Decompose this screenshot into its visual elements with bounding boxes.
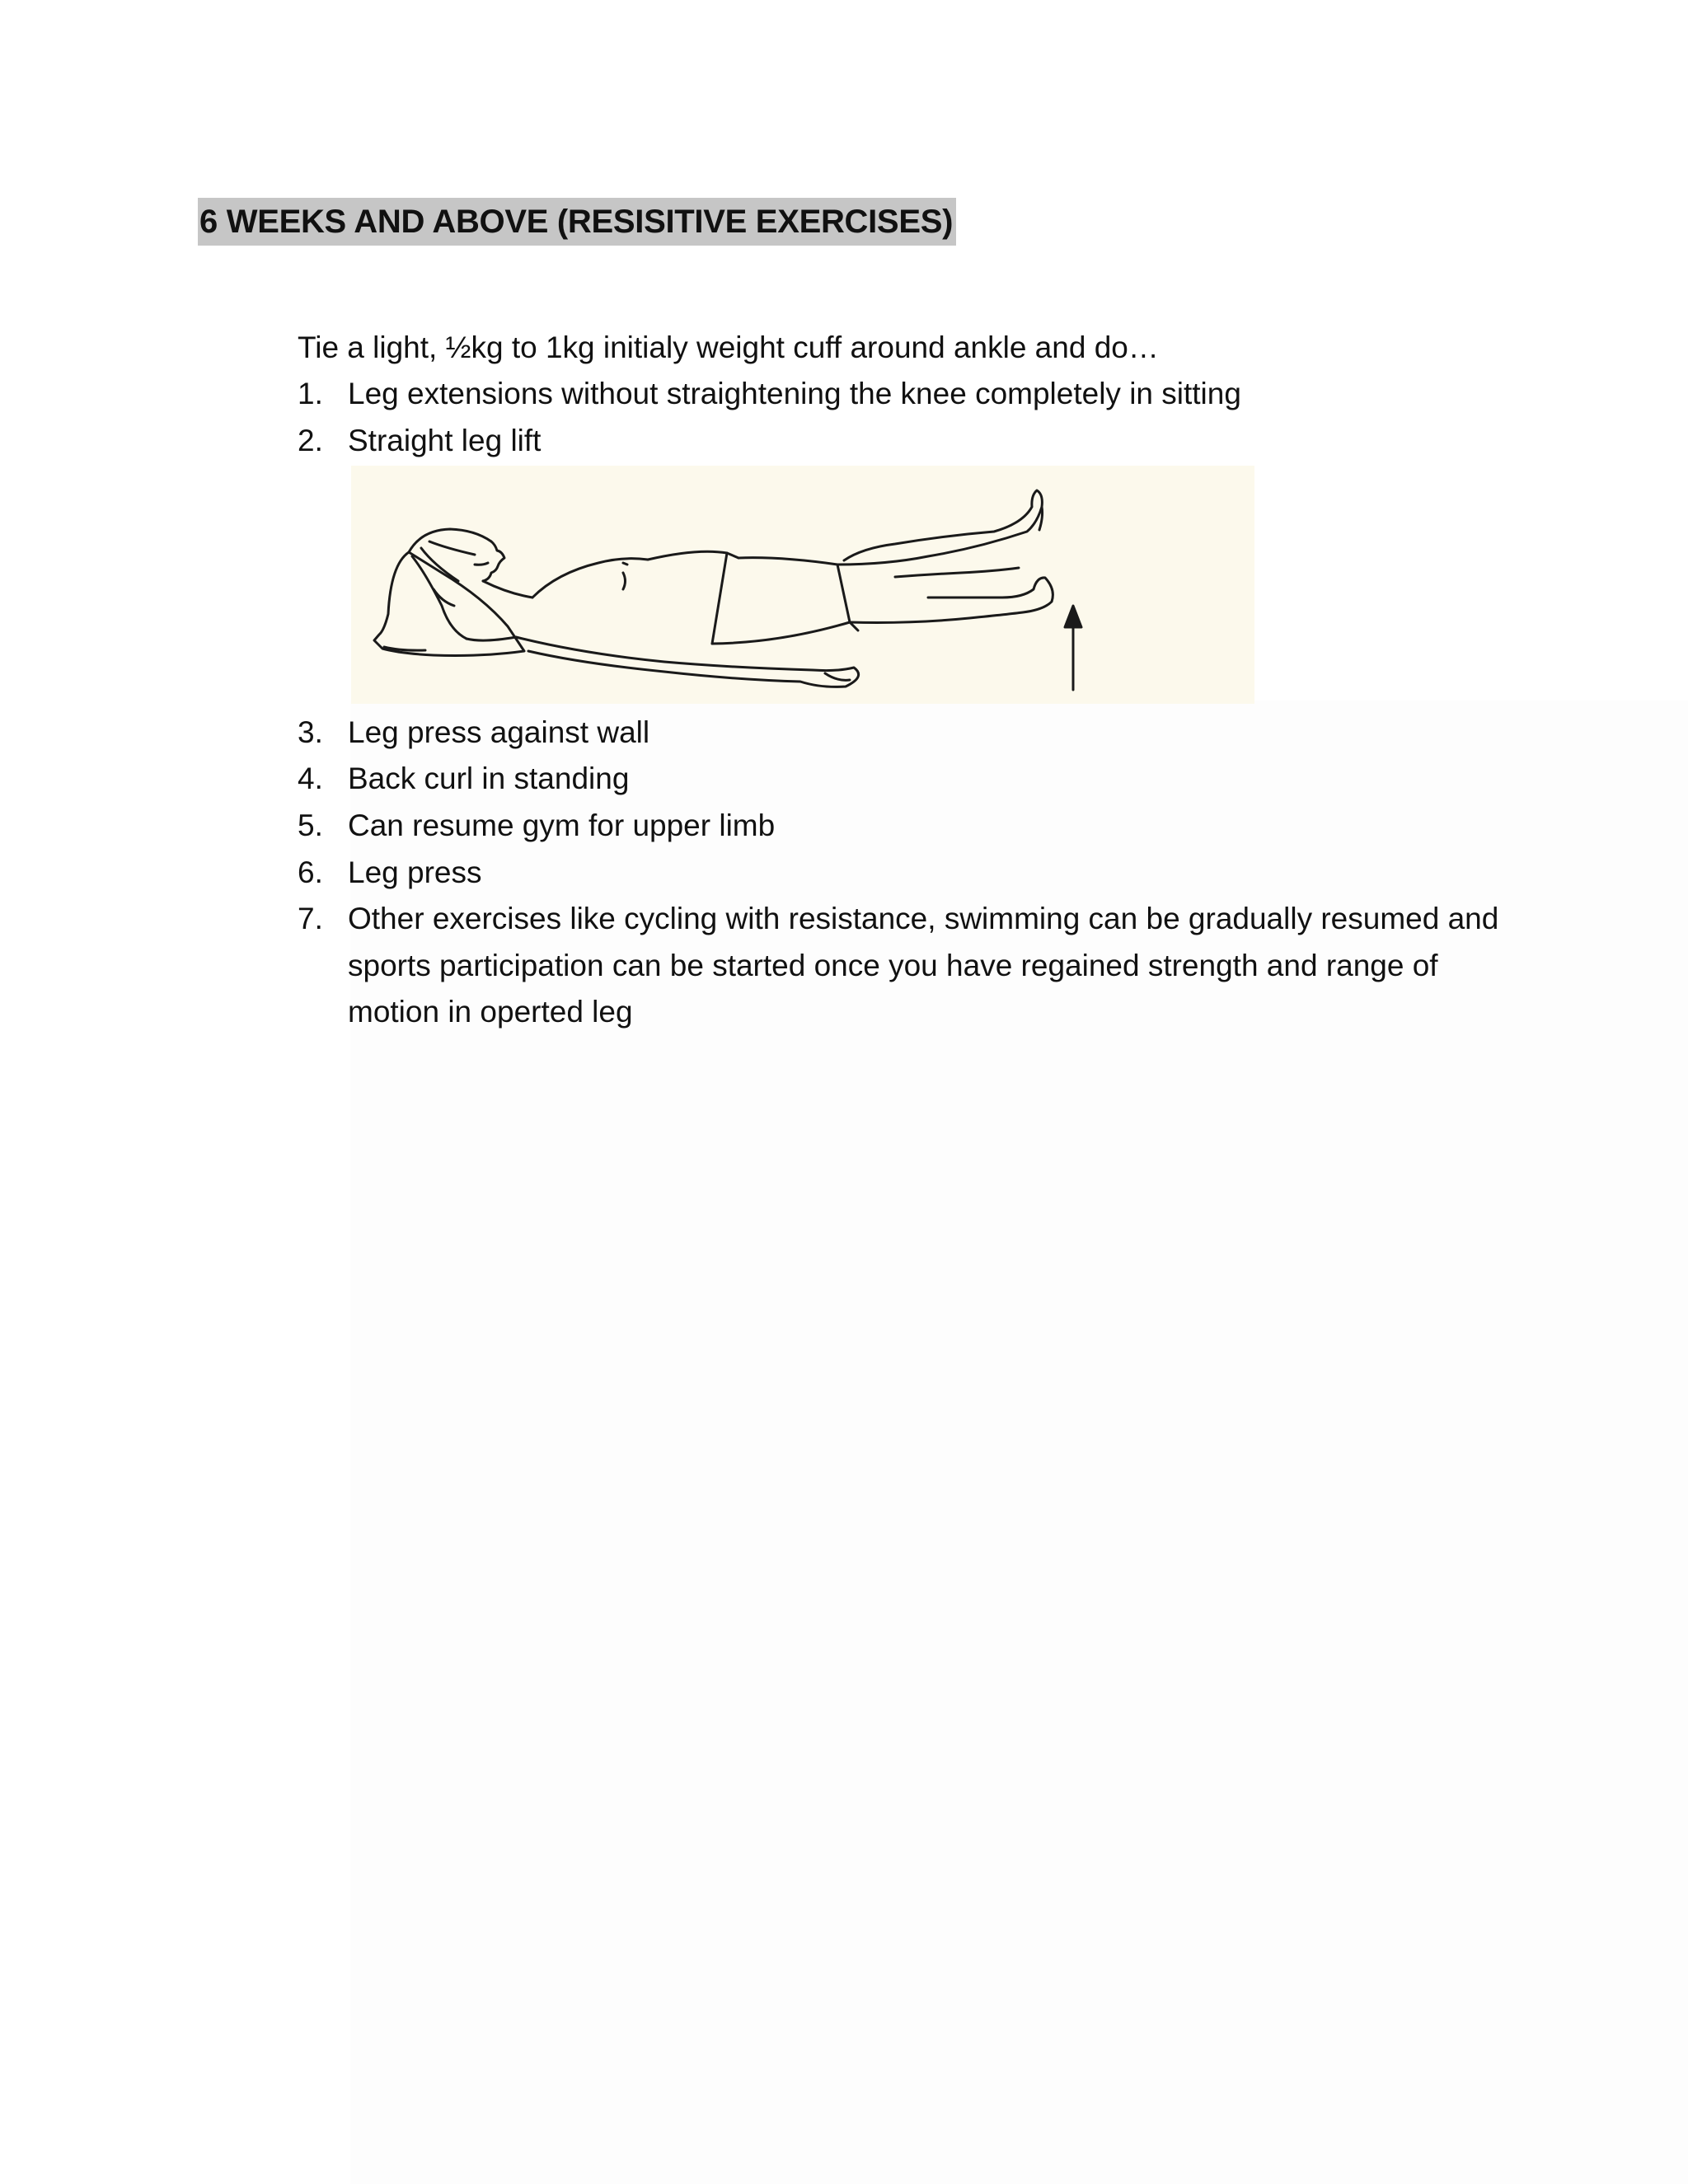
straight-leg-raise-illustration [351,466,1254,704]
list-item-line: motion in operted leg [348,995,633,1029]
list-item: Leg press [348,855,482,889]
list-item-number: 1. [298,377,323,410]
list-item: Leg extensions without straightening the knee completely in sitting [348,377,1241,410]
list-item: Can resume gym for upper limb [348,808,776,842]
list-item: Back curl in standing [348,762,630,795]
list-item-line: sports participation can be started once you have regained strength and range of [348,949,1438,982]
intro-text: Tie a light, ½kg to 1kg initialy weight cuff around ankle and do… [298,330,1159,364]
list-item-number: 2. [298,424,323,457]
list-item-number: 4. [298,762,323,795]
list-item-number: 3. [298,715,323,749]
list-item: Leg press against wall [348,715,650,749]
list-item-number: 7. [298,902,323,935]
list-item-number: 5. [298,808,323,842]
list-item-line: Other exercises like cycling with resistance, swimming can be gradually resumed and [348,902,1499,935]
section-heading: 6 WEEKS AND ABOVE (RESISITIVE EXERCISES) [198,198,956,246]
list-item: Straight leg lift [348,424,542,457]
list-item-number: 6. [298,855,323,889]
